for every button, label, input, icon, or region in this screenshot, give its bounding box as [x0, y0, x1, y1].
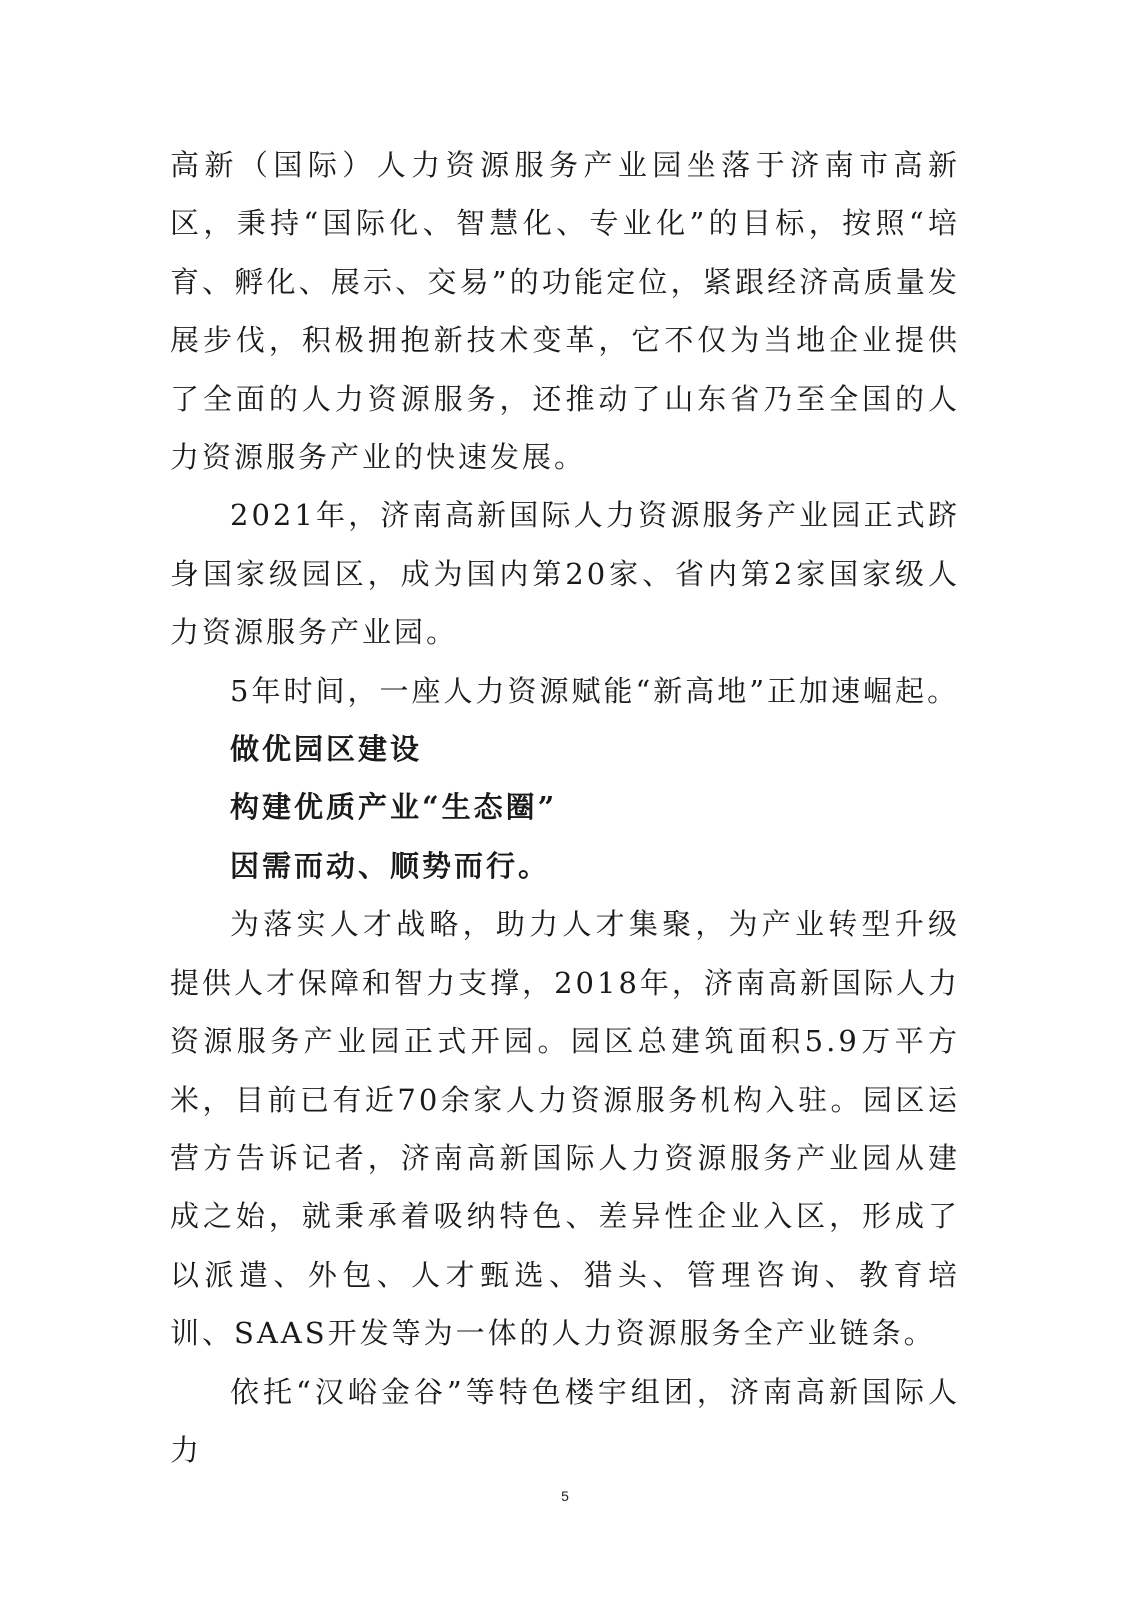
paragraph-hanyu-jingu: 依托“汉峪金谷”等特色楼宇组团，济南高新国际人力: [170, 1374, 960, 1467]
paragraph-park-opening: 为落实人才战略，助力人才集聚，为产业转型升级提供人才保障和智力支撑，2018年，济南高新国际人力资源服务产业园正式开园。园区总建筑面积5.9万平方米，目前已有近70余家人力资源服务机构入驻。园区运营方告诉记者，济南高新国际人力资源服务产业园从建成之始，就秉承着吸纳特色、差异性企业入区，形成了以派遣、外包、人才甄选、猎头、管理咨询、教育培训、SAAS开发等为一体的人力资源服务全产业链条。: [170, 907, 960, 1351]
document-body: [170, 136, 960, 1479]
page-number: 5: [561, 1488, 569, 1504]
heading-follow-trend: 因需而动、顺势而行。: [230, 848, 551, 883]
paragraph-national-level: 2021年，济南高新国际人力资源服务产业园正式跻身国家级园区，成为国内第20家、省内第2家国家级人力资源服务产业园。: [170, 498, 960, 650]
paragraph-park-intro: 高新（国际）人力资源服务产业园坐落于济南市高新区，秉持“国际化、智慧化、专业化”的目标，按照“培育、孵化、展示、交易”的功能定位，紧跟经济高质量发展步伐，积极拥抱新技术变革，它不仅为当地企业提供了全面的人力资源服务，还推动了山东省乃至全国的人力资源服务产业的快速发展。: [170, 148, 960, 475]
heading-park-construction: 做优园区建设: [230, 732, 423, 767]
paragraph-five-years: 5年时间，一座人力资源赋能“新高地”正加速崛起。: [230, 673, 960, 708]
heading-ecosystem: 构建优质产业“生态圈”: [230, 790, 558, 825]
